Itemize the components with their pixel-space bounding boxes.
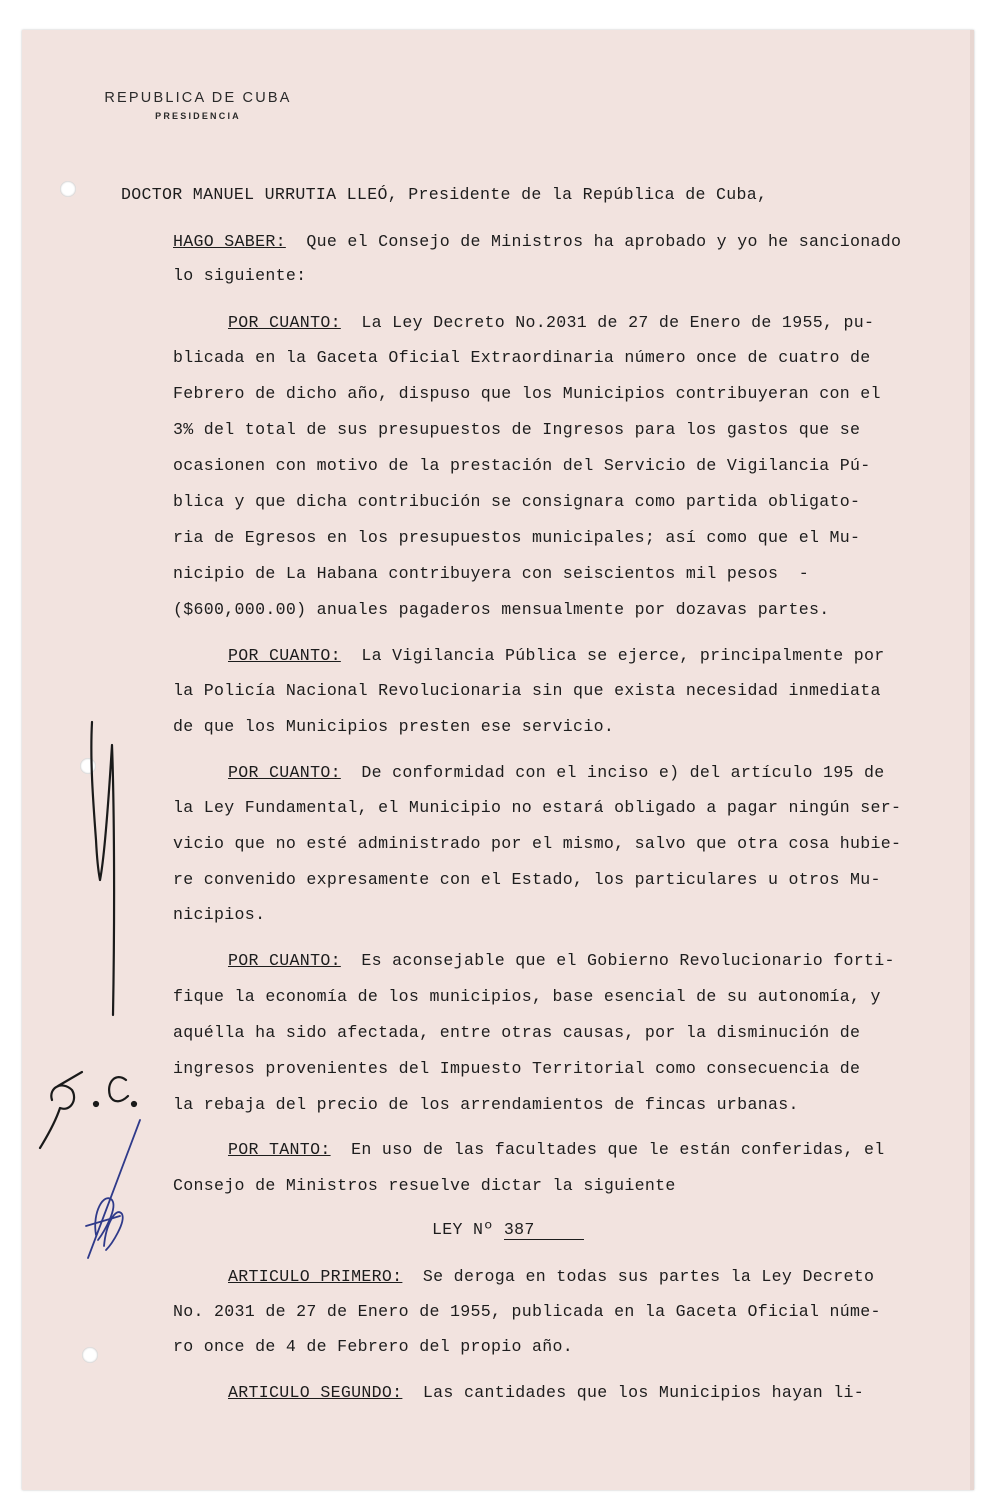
considerando-1-line: 3% del total de sus presupuestos de Ingresos para los gastos que se: [173, 420, 861, 439]
considerando-1-line: Febrero de dicho año, dispuso que los Municipios contribuyeran con el: [173, 384, 881, 403]
considerando-3-line: la Ley Fundamental, el Municipio no estará obligado a pagar ningún ser-: [173, 798, 902, 817]
considerando-2-line: de que los Municipios presten ese servicio.: [173, 717, 615, 736]
hago-saber-text: Que el Consejo de Ministros ha aprobado y yo he sancionado: [285, 232, 902, 251]
por-tanto-line-2: Consejo de Ministros resuelve dictar la siguiente: [173, 1176, 676, 1195]
considerando-1-line: blicada en la Gaceta Oficial Extraordinaria número once de cuatro de: [173, 348, 871, 367]
ley-prefix: LEY Nº: [432, 1220, 504, 1239]
por-tanto-label: POR TANTO:: [228, 1140, 331, 1159]
considerando-4-line: la rebaja del precio de los arrendamientos de fincas urbanas.: [173, 1095, 799, 1114]
por-tanto-text: En uso de las facultades que le están conferidas, el: [330, 1140, 885, 1159]
considerando-2-label: POR CUANTO:: [228, 646, 341, 665]
considerando-2-text: La Vigilancia Pública se ejerce, principalmente por: [340, 646, 885, 665]
considerando-3-text: De conformidad con el inciso e) del artículo 195 de: [340, 763, 885, 782]
pen-initials: [40, 1072, 136, 1148]
considerando-3-line: nicipios.: [173, 905, 266, 924]
considerando-1-line: ($600,000.00) anuales pagaderos mensualmente por dozavas partes.: [173, 600, 830, 619]
articulo-primero-line: No. 2031 de 27 de Enero de 1955, publicada en la Gaceta Oficial núme-: [173, 1302, 881, 1321]
articulo-segundo-label: ARTICULO SEGUNDO:: [228, 1383, 403, 1402]
considerando-4-line: fique la economía de los municipios, base esencial de su autonomía, y: [173, 987, 881, 1006]
articulo-segundo-text: Las cantidades que los Municipios hayan li-: [402, 1383, 864, 1402]
considerando-3-label: POR CUANTO:: [228, 763, 341, 782]
ley-number: 387: [504, 1221, 584, 1240]
considerando-4-label: POR CUANTO:: [228, 951, 341, 970]
considerando-1-line: ria de Egresos en los presupuestos municipales; así como que el Mu-: [173, 528, 861, 547]
letterhead-subtitle: PRESIDENCIA: [155, 111, 241, 121]
blue-pen-mark: [86, 1120, 140, 1258]
considerando-4-line: aquélla ha sido afectada, entre otras causas, por la disminución de: [173, 1023, 861, 1042]
considerando-4-text: Es aconsejable que el Gobierno Revolucionario forti-: [340, 951, 895, 970]
considerando-1-line: blica y que dicha contribución se consignara como partida obligato-: [173, 492, 861, 511]
considerando-4-line: ingresos provenientes del Impuesto Territorial como consecuencia de: [173, 1059, 861, 1078]
considerando-3-line: re convenido expresamente con el Estado, los particulares u otros Mu-: [173, 870, 881, 889]
hago-saber-line-2: lo siguiente:: [173, 266, 307, 285]
hago-saber-label: HAGO SABER:: [173, 232, 286, 251]
considerando-3-line: vicio que no esté administrado por el mismo, salvo que otra cosa hubie-: [173, 834, 902, 853]
pen-check-mark: [91, 722, 114, 1015]
considerando-1-line: nicipio de La Habana contribuyera con seiscientos mil pesos -: [173, 564, 809, 583]
president-name: DOCTOR MANUEL URRUTIA LLEÓ: [121, 185, 388, 204]
considerando-2-line: la Policía Nacional Revolucionaria sin que exista necesidad inmediata: [173, 681, 881, 700]
articulo-primero-label: ARTICULO PRIMERO:: [228, 1267, 403, 1286]
considerando-1-line: ocasionen con motivo de la prestación del Servicio de Vigilancia Pú-: [173, 456, 871, 475]
letterhead-title: REPUBLICA DE CUBA: [104, 90, 292, 106]
considerando-1-text: La Ley Decreto No.2031 de 27 de Enero de 1955, pu-: [340, 313, 875, 332]
articulo-primero-line: ro once de 4 de Febrero del propio año.: [173, 1337, 574, 1356]
opening-text: , Presidente de la República de Cuba,: [387, 185, 768, 204]
articulo-primero-text: Se deroga en todas sus partes la Ley Decreto: [402, 1267, 875, 1286]
considerando-1-label: POR CUANTO:: [228, 313, 341, 332]
